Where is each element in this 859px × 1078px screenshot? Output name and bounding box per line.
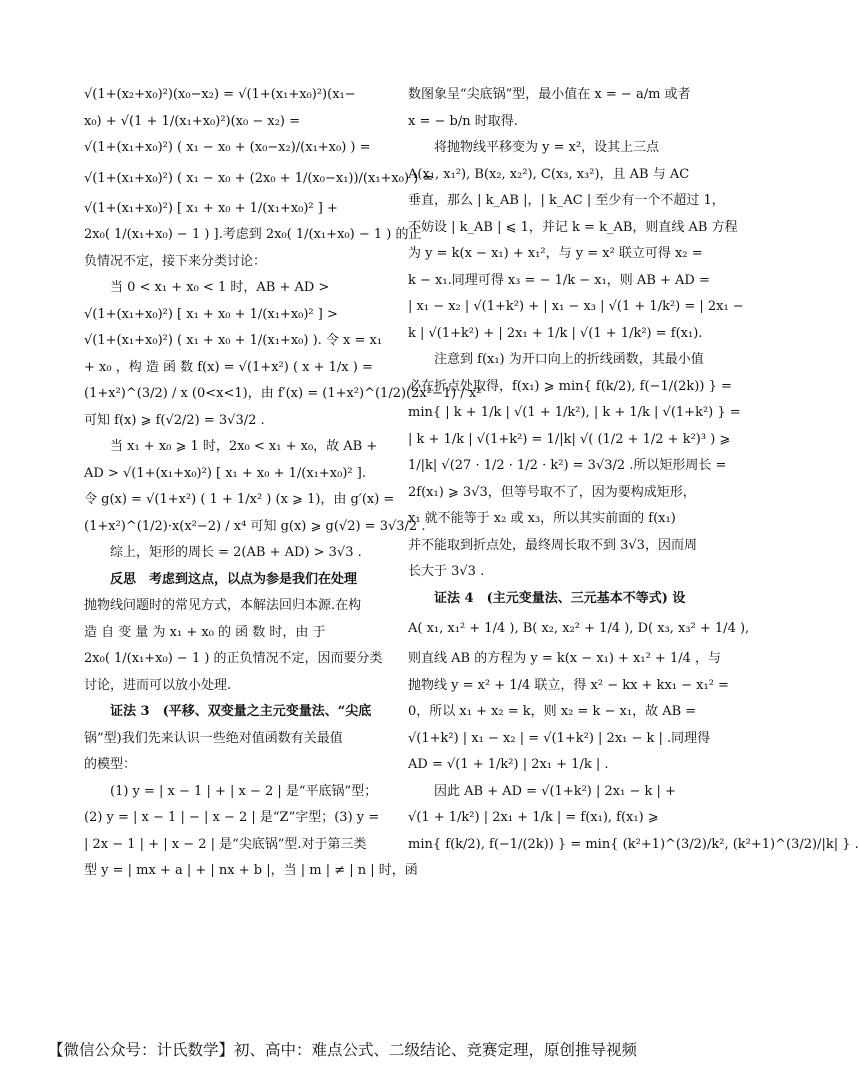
text-line: (1+x²)^(3/2) / x (0<x<1)，由 f′(x) = (1+x²)^(1/2)(2x²−1) / x²: [84, 386, 482, 401]
text-line: (1) y = | x − 1 | + | x − 2 | 是“平底锅”型；: [110, 783, 378, 799]
text-line: 将抛物线平移变为 y = x²，设其上三点: [434, 140, 660, 155]
text-line: 可知 f(x) ⩾ f(√2/2) = 3√3/2 .: [84, 412, 265, 428]
text-line: | x₁ − x₂ | √(1+k²) + | x₁ − x₃ | √(1 + 1/k²) = | 2x₁ −: [408, 299, 744, 314]
text-line: + x₀ ，构 造 函 数 f(x) = √(1+x²) ( x + 1/x ) =: [84, 359, 373, 375]
text-line: (1+x²)^(1/2)·x(x²−2) / x⁴ 可知 g(x) ⩾ g(√2) = 3√3/2 .: [84, 518, 426, 534]
text-line: x = − b/n 时取得.: [408, 113, 518, 129]
footer-banner: 【微信公众号：计氏数学】初、高中：难点公式、二级结论、竞赛定理，原创推导视频: [48, 1041, 638, 1059]
text-line: 负情况不定，接下来分类讨论：: [84, 253, 267, 269]
text-line: 长大于 3√3 .: [408, 564, 485, 579]
text-line: 的模型：: [84, 757, 137, 772]
text-line: 为 y = k(x − x₁) + x₁²，与 y = x² 联立可得 x₂ =: [408, 246, 703, 261]
text-line: min{ f(k/2), f(−1/(2k)) } = min{ (k²+1)^(3/2)/k², (k²+1)^(3/2)/|k| } .: [408, 836, 859, 852]
text-line: √(1+(x₁+x₀)²) [ x₁ + x₀ + 1/(x₁+x₀)² ] >: [84, 306, 338, 322]
text-line: 数图象呈“尖底锅”型，最小值在 x = − a/m 或者: [408, 87, 691, 102]
text-line: √(1 + 1/k²) | 2x₁ + 1/k | = f(x₁), f(x₁) ⩾: [408, 810, 659, 825]
text-line: | 2x − 1 | + | x − 2 | 是“尖底锅”型.对于第三类: [84, 836, 367, 852]
text-line: 造 自 变 量 为 x₁ + x₀ 的 函 数 时，由 于: [84, 624, 326, 640]
text-line: 1/|k| √(27 · 1/2 · 1/2 · k²) = 3√3/2 .所以矩形周长 =: [408, 458, 727, 473]
text-line: 令 g(x) = √(1+x²) ( 1 + 1/x² ) (x ⩾ 1)，由 g′(x) =: [84, 492, 395, 507]
text-line: A(x₁, x₁²), B(x₂, x₂²), C(x₃, x₃²)，且 AB 与 AC: [408, 166, 690, 182]
text-line: √(1+(x₂+x₀)²)(x₀−x₂) = √(1+(x₁+x₀)²)(x₁−: [84, 87, 356, 102]
text-line: min{ | k + 1/k | √(1 + 1/k²), | k + 1/k | √(1+k²) } =: [408, 405, 741, 420]
text-line: 当 0 < x₁ + x₀ < 1 时，AB + AD >: [110, 280, 330, 295]
text-line: 当 x₁ + x₀ ⩾ 1 时，2x₀ < x₁ + x₀，故 AB +: [110, 439, 378, 454]
section-heading: 反思 考虑到这点，以点为参是我们在处理: [110, 571, 358, 587]
text-line: 则直线 AB 的方程为 y = k(x − x₁) + x₁² + 1/4 ，与: [408, 651, 722, 666]
text-line: A( x₁, x₁² + 1/4 ), B( x₂, x₂² + 1/4 ), D( x₃, x₃² + 1/4 ),: [408, 621, 750, 636]
text-line: 注意到 f(x₁) 为开口向上的折线函数，其最小值: [434, 352, 704, 367]
text-line: 综上，矩形的周长 = 2(AB + AD) > 3√3 .: [110, 545, 362, 560]
text-line: 2x₀( 1/(x₁+x₀) − 1 ) 的正负情况不定，因而要分类: [84, 651, 383, 666]
text-line: √(1+(x₁+x₀)²) ( x₁ − x₀ + (x₀−x₂)/(x₁+x₀) ) =: [84, 140, 371, 155]
text-line: 讨论，进而可以放小处理.: [84, 677, 232, 693]
text-line: (2) y = | x − 1 | − | x − 2 | 是“Z”字型；(3) y =: [84, 810, 380, 825]
section-heading: 证法 4 (主元变量法、三元基本不等式) 设: [434, 590, 686, 606]
text-line: 必在折点处取得，f(x₁) ⩾ min{ f(k/2), f(−1/(2k)) } =: [408, 378, 732, 394]
text-line: 0，所以 x₁ + x₂ = k，则 x₂ = k − x₁，故 AB =: [408, 704, 697, 719]
text-line: √(1+(x₁+x₀)²) [ x₁ + x₀ + 1/(x₁+x₀)² ] +: [84, 200, 338, 216]
section-heading: 证法 3 (平移、双变量之主元变量法、“尖底: [110, 704, 372, 719]
text-line: 并不能取到折点处，最终周长取不到 3√3，因而周: [408, 537, 697, 553]
text-line: 因此 AB + AD = √(1+k²) | 2x₁ − k | +: [434, 783, 676, 799]
text-line: AD = √(1 + 1/k²) | 2x₁ + 1/k | .: [408, 757, 609, 772]
text-line: 抛物线问题时的常见方式，本解法回归本源.在构: [84, 598, 362, 613]
text-line: 型 y = | mx + a | + | nx + b |，当 | m | ≠ | n | 时，函: [84, 863, 418, 878]
text-line: √(1+(x₁+x₀)²) ( x₁ + x₀ + 1/(x₁+x₀) ). 令 x = x₁: [84, 333, 383, 348]
text-line: 垂直，那么 | k_AB |，| k_AC | 至少有一个不超过 1，: [408, 193, 725, 208]
text-line: | k + 1/k | √(1+k²) = 1/|k| √( (1/2 + 1/2 + k²)³ ) ⩾: [408, 431, 731, 447]
text-line: 抛物线 y = x² + 1/4 联立，得 x² − kx + kx₁ − x₁² =: [408, 677, 729, 693]
right-column: [408, 82, 859, 858]
text-line: AD > √(1+(x₁+x₀)²) [ x₁ + x₀ + 1/(x₁+x₀)² ].: [84, 465, 366, 481]
text-line: 锅”型)我们先来认识一些绝对值函数有关最值: [84, 730, 343, 746]
text-line: 2x₀( 1/(x₁+x₀) − 1 ) ].考虑到 2x₀( 1/(x₁+x₀) − 1 ) 的正: [84, 227, 422, 242]
text-line: k | √(1+k²) + | 2x₁ + 1/k | √(1 + 1/k²) = f(x₁).: [408, 325, 703, 341]
text-line: x₀) + √(1 + 1/(x₁+x₀)²)(x₀ − x₂) =: [84, 113, 301, 129]
text-line: √(1+(x₁+x₀)²) ( x₁ − x₀ + (2x₀ + 1/(x₀−x₁))/(x₁+x₀) ) =: [84, 170, 434, 186]
text-line: 不妨设 | k_AB | ⩽ 1，并记 k = k_AB，则直线 AB 方程: [408, 219, 738, 235]
text-line: x₁ 就不能等于 x₂ 或 x₃，所以其实前面的 f(x₁): [408, 511, 676, 526]
text-line: 2f(x₁) ⩾ 3√3，但等号取不了，因为要构成矩形，: [408, 484, 696, 500]
text-line: k − x₁.同理可得 x₃ = − 1/k − x₁，则 AB + AD =: [408, 272, 710, 288]
text-line: √(1+k²) | x₁ − x₂ | = √(1+k²) | 2x₁ − k | .同理得: [408, 730, 711, 746]
